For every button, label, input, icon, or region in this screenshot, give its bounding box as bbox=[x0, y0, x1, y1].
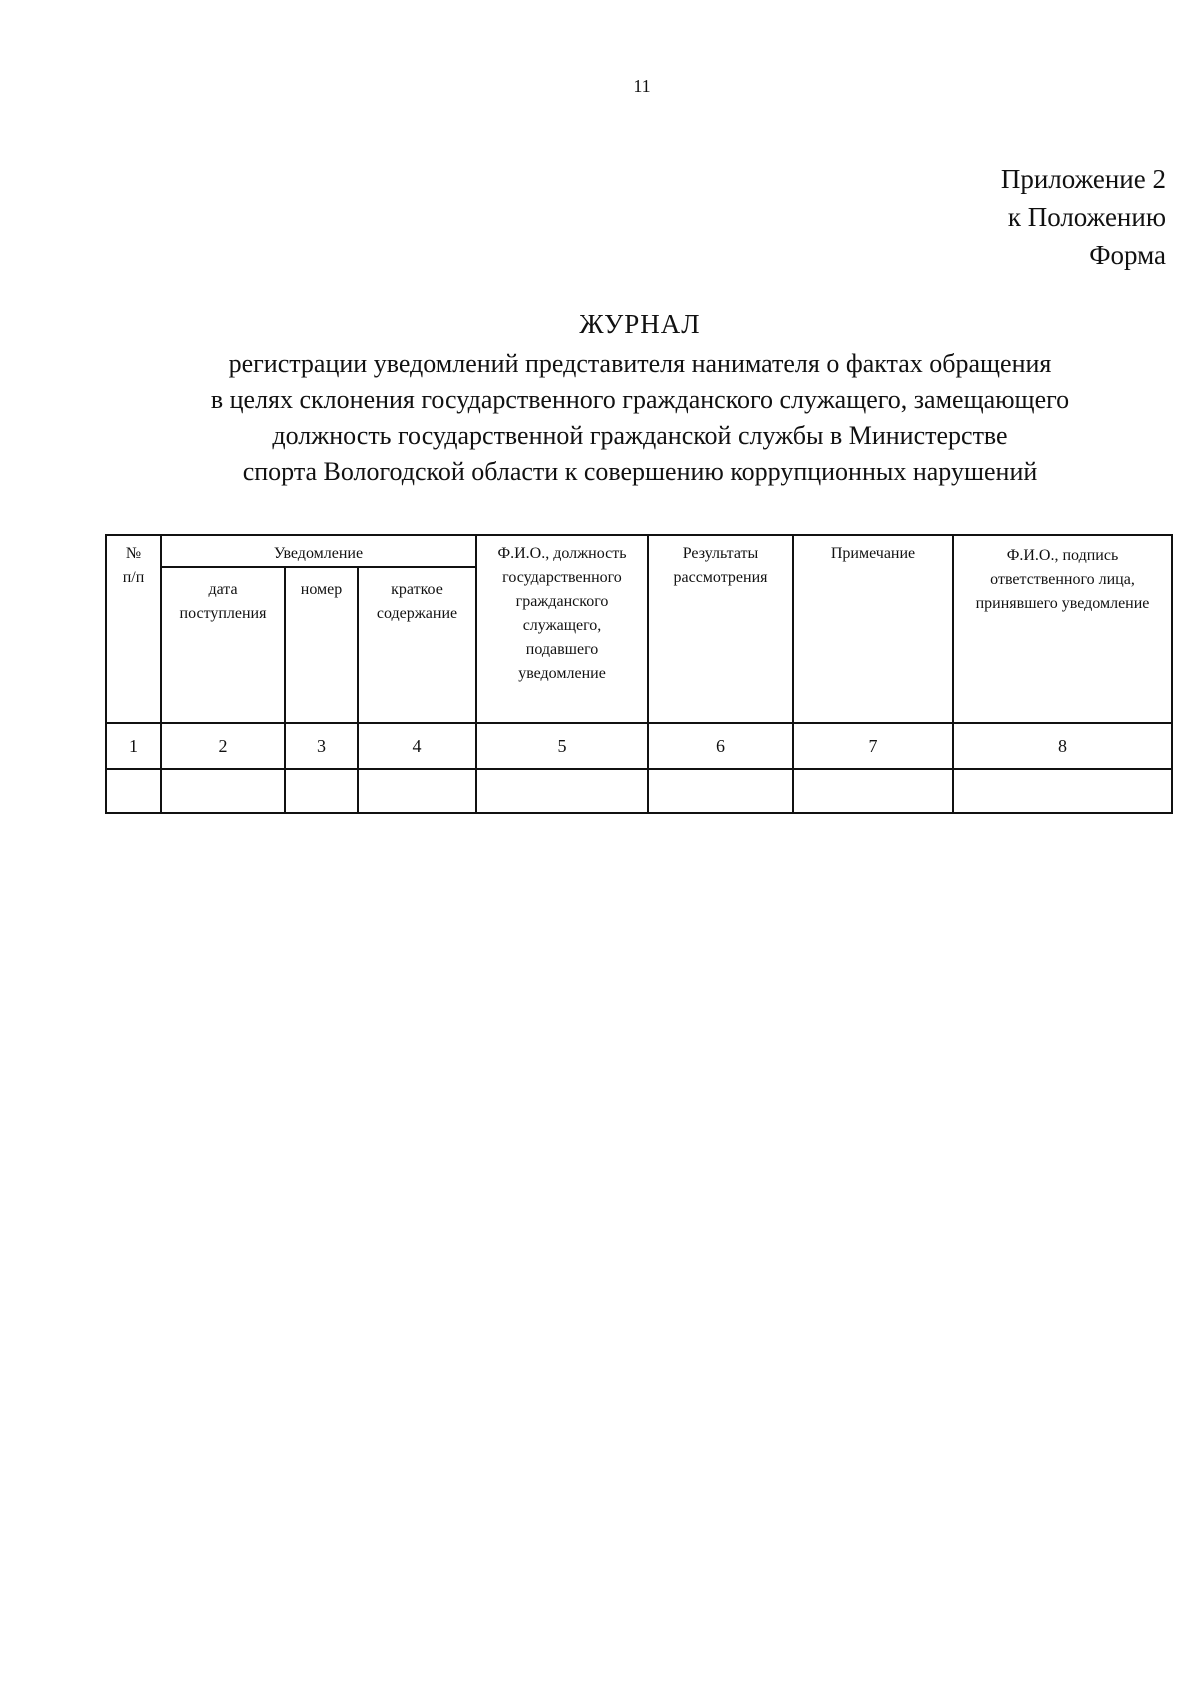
journal-table bbox=[105, 534, 1173, 814]
column-number: 1 bbox=[106, 723, 161, 769]
header-results: Результаты рассмотрения bbox=[648, 535, 793, 723]
header-index-line: п/п bbox=[122, 569, 145, 586]
table-cell bbox=[358, 769, 476, 813]
table-cell bbox=[953, 769, 1172, 813]
table-cell bbox=[648, 769, 793, 813]
appendix-label: Приложение 2 bbox=[1000, 164, 1166, 194]
column-number: 6 bbox=[648, 723, 793, 769]
header-notification-group: Уведомление bbox=[161, 535, 476, 567]
header-summary: краткое содержание bbox=[358, 567, 476, 723]
header-row-top bbox=[106, 535, 1172, 567]
subtitle-line: в целях склонения государственного гражданского служащего, замещающего bbox=[210, 385, 1070, 414]
column-number: 5 bbox=[476, 723, 648, 769]
appendix-block bbox=[1001, 160, 1166, 274]
header-employee: Ф.И.О., должность государственного гражданского служащего, подавшего уведомление bbox=[476, 535, 648, 723]
column-number: 2 bbox=[161, 723, 285, 769]
table-cell bbox=[476, 769, 648, 813]
document-title: ЖУРНАЛ bbox=[579, 309, 701, 339]
document-subtitle bbox=[100, 346, 1180, 490]
column-number: 7 bbox=[793, 723, 953, 769]
document-heading bbox=[100, 306, 1180, 490]
header-responsible: Ф.И.О., подпись ответственного лица, принявшего уведомление bbox=[953, 535, 1172, 723]
header-index bbox=[106, 535, 161, 723]
table-row bbox=[106, 769, 1172, 813]
table-cell bbox=[793, 769, 953, 813]
form-label: Форма bbox=[1089, 240, 1166, 270]
subtitle-line: спорта Вологодской области к совершению коррупционных нарушений bbox=[242, 457, 1038, 486]
table-cell bbox=[161, 769, 285, 813]
column-number: 8 bbox=[953, 723, 1172, 769]
page-number: 11 bbox=[633, 76, 651, 96]
header-index-line: № bbox=[125, 545, 142, 562]
subtitle-line: должность государственной гражданской службы в Министерстве bbox=[272, 421, 1008, 450]
table-cell bbox=[285, 769, 358, 813]
header-date: дата поступления bbox=[161, 567, 285, 723]
column-number: 3 bbox=[285, 723, 358, 769]
header-number: номер bbox=[285, 567, 358, 723]
appendix-reference: к Положению bbox=[1007, 202, 1166, 232]
column-number-row bbox=[106, 723, 1172, 769]
column-number: 4 bbox=[358, 723, 476, 769]
header-note: Примечание bbox=[793, 535, 953, 723]
subtitle-line: регистрации уведомлений представителя нанимателя о фактах обращения bbox=[228, 349, 1052, 378]
table-cell bbox=[106, 769, 161, 813]
